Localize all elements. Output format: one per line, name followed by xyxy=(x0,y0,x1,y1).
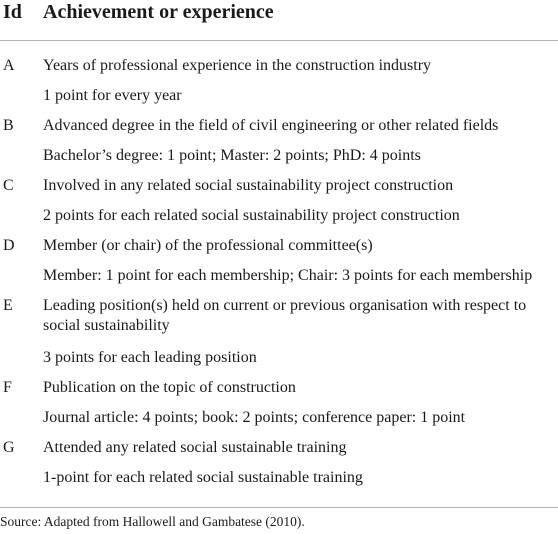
row-points: 2 points for each related social sustainability project construction xyxy=(43,207,460,224)
row-id: D xyxy=(3,237,15,254)
row-title: Years of professional experience in the construction industry xyxy=(43,57,432,74)
row-title: Publication on the topic of construction xyxy=(43,379,296,396)
row-points: 1-point for each related social sustainable training xyxy=(43,469,363,486)
row-id: G xyxy=(3,439,15,456)
row-title: Leading position(s) held on current or previous organisation with respect to social sustainability xyxy=(43,297,527,334)
header-achievement: Achievement or experience xyxy=(43,1,274,23)
row-points: Bachelor’s degree: 1 point; Master: 2 points; PhD: 4 points xyxy=(43,147,421,164)
row-title: Advanced degree in the field of civil engineering or other related fields xyxy=(43,117,499,134)
row-title: Involved in any related social sustainability project construction xyxy=(43,177,454,194)
row-title: Member (or chair) of the professional committee(s) xyxy=(43,237,373,254)
row-id: A xyxy=(3,57,15,74)
row-id: C xyxy=(3,177,14,194)
source-note: Source: Adapted from Hallowell and Gambatese (2010). xyxy=(0,514,305,529)
row-id: F xyxy=(3,379,12,396)
row-id: B xyxy=(3,117,14,134)
row-points: 3 points for each leading position xyxy=(43,349,257,366)
table-bottom-rule xyxy=(0,507,558,508)
header-id: Id xyxy=(3,1,22,23)
row-title: Attended any related social sustainable training xyxy=(43,439,347,456)
table-header xyxy=(0,0,558,44)
row-points: Member: 1 point for each membership; Chair: 3 points for each membership xyxy=(43,267,533,284)
header-rule xyxy=(0,40,558,41)
row-id: E xyxy=(3,297,13,314)
row-points: Journal article: 4 points; book: 2 points; conference paper: 1 point xyxy=(43,409,466,426)
row-points: 1 point for every year xyxy=(43,87,182,104)
